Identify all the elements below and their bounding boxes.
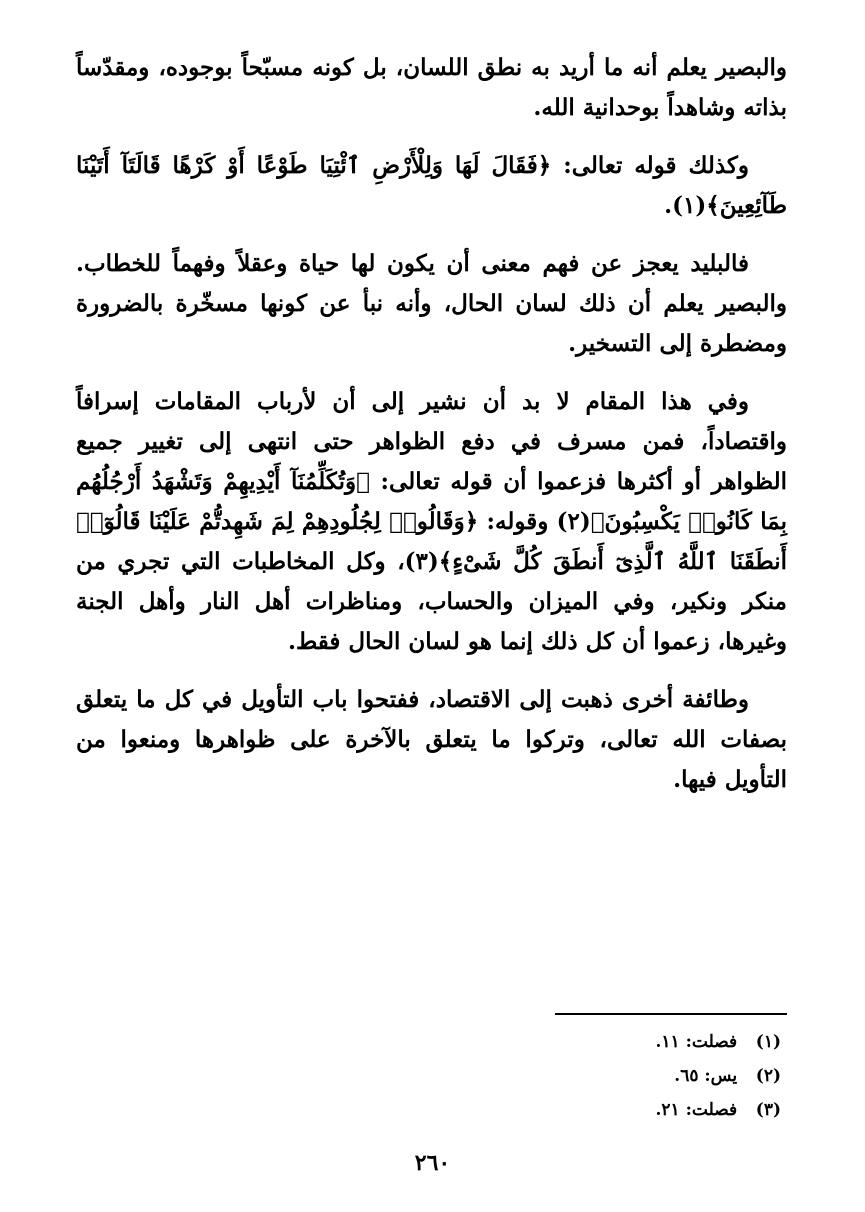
footnote-divider — [555, 1013, 787, 1015]
footnote-number: (٢) — [755, 1066, 781, 1086]
paragraph-4: وفي هذا المقام لا بد أن نشير إلى أن لأرباب المقامات إسرافاً واقتصاداً، فمن مسرف في دفع الظواهر حتى انتهى إلى تغيير جميع الظواهر أو أكثرها فزعموا أن قوله تعالى: ﴿وَتُكَلِّمُنَآ أَيْدِيهِمْ وَتَشْهَدُ أَرْجُلُهُم بِمَا كَانُوا۟ يَكْسِبُونَ﴾(٢) وقوله: ﴿وَقَالُوا۟ لِجُلُودِهِمْ لِمَ شَهِدتُّمْ عَلَيْنَا قَالُوٓا۟ أَنطَقَنَا ٱللَّهُ ٱلَّذِىٓ أَنطَقَ كُلَّ شَىْءٍ﴾(٣)، وكل المخاطبات التي تجري من منكر ونكير، وفي الميزان والحساب، ومناظرات أهل النار وأهل الجنة وغيرها، زعموا أن كل ذلك إنما هو لسان الحال فقط. — [76, 388, 787, 655]
paragraph-2: وكذلك قوله تعالى: ﴿فَقَالَ لَهَا وَلِلْأَرْضِ ٱئْتِيَا طَوْعًا أَوْ كَرْهًا قَالَتَآ أَتَيْنَا طَآئِعِينَ﴾(١). — [76, 152, 787, 219]
footnote-text: فصلت: ٢١. — [655, 1100, 738, 1120]
footnote-number: (٣) — [755, 1100, 781, 1120]
paragraph-5: وطائفة أخرى ذهبت إلى الاقتصاد، ففتحوا باب التأويل في كل ما يتعلق بصفات الله تعالى، وتركوا ما يتعلق بالآخرة على ظواهرها ومنعوا من التأويل فيها. — [76, 686, 787, 793]
footnote-1 — [441, 1025, 781, 1059]
footnote-text: يس: ٦٥. — [674, 1066, 738, 1086]
footnotes — [441, 1025, 781, 1127]
footnote-text: فصلت: ١١. — [655, 1032, 738, 1052]
footnote-2 — [441, 1059, 781, 1093]
footnote-3 — [441, 1093, 781, 1127]
footnote-number: (١) — [755, 1032, 781, 1052]
paragraph-3: فالبليد يعجز عن فهم معنى أن يكون لها حياة وعقلاً وفهماً للخطاب. والبصير يعلم أن ذلك لسان الحال، وأنه نبأ عن كونها مسخّرة بالضرورة ومضطرة إلى التسخير. — [76, 250, 787, 357]
page-number: ٢٦٠ — [414, 1150, 451, 1176]
paragraph-1: والبصير يعلم أنه ما أريد به نطق اللسان، بل كونه مسبّحاً بوجوده، ومقدّساً بذاته وشاهداً بوحدانية الله. — [76, 54, 787, 121]
